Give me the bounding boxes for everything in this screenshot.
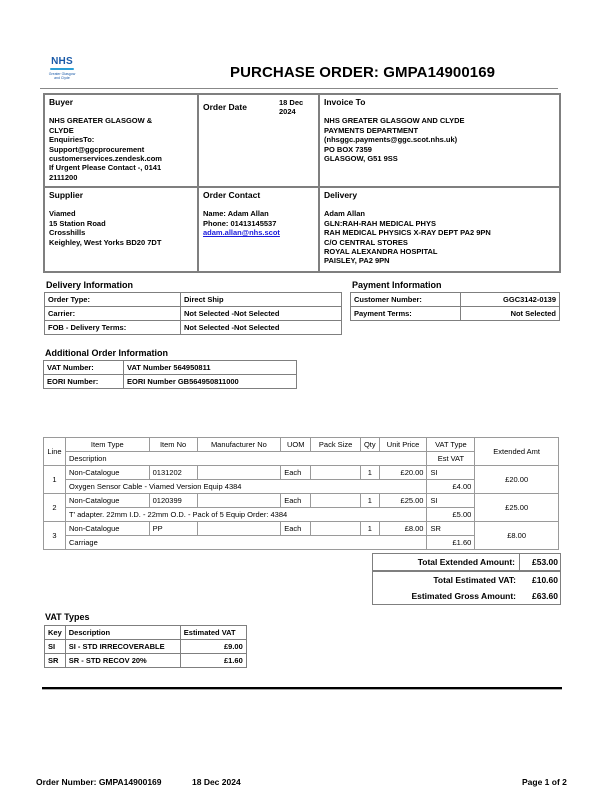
vat-types-table bbox=[44, 625, 247, 668]
est-vat: £5.00 bbox=[427, 508, 475, 522]
order-date-heading: Order Date bbox=[203, 102, 247, 112]
delivery-info-value: Not Selected -Not Selected bbox=[181, 321, 342, 335]
additional-info-label: EORI Number: bbox=[44, 375, 124, 389]
delivery-info-label: FOB - Delivery Terms: bbox=[45, 321, 181, 335]
header-manufacturer-no: Manufacturer No bbox=[197, 438, 281, 452]
delivery-line: ROYAL ALEXANDRA HOSPITAL bbox=[324, 247, 438, 257]
supplier-line: Crosshills bbox=[49, 228, 86, 238]
order-contact-cell bbox=[198, 187, 319, 272]
table-row bbox=[45, 640, 247, 654]
header-uom: UOM bbox=[281, 438, 311, 452]
footer-order-number: Order Number: GMPA14900169 bbox=[36, 777, 162, 787]
buyer-line: customerservices.zendesk.com bbox=[49, 154, 162, 164]
table-row bbox=[45, 321, 342, 335]
address-grid bbox=[43, 93, 561, 273]
header-item-no: Item No bbox=[149, 438, 197, 452]
invoice-line: GLASGOW, G51 9SS bbox=[324, 154, 398, 164]
header-description: Description bbox=[65, 452, 427, 466]
uom: Each bbox=[281, 494, 311, 508]
gross-amount-value: £63.60 bbox=[532, 591, 558, 601]
vat-description: SR - STD RECOV 20% bbox=[65, 654, 180, 668]
table-row bbox=[45, 307, 342, 321]
pack-size bbox=[311, 522, 361, 536]
uom: Each bbox=[281, 466, 311, 480]
supplier-line: 15 Station Road bbox=[49, 218, 106, 228]
vat-header-key: Key bbox=[45, 626, 66, 640]
logo-wave-icon bbox=[50, 68, 74, 70]
table-row bbox=[44, 494, 559, 508]
uom: Each bbox=[281, 522, 311, 536]
line-items-table bbox=[43, 437, 559, 550]
buyer-heading: Buyer bbox=[49, 97, 74, 107]
header-line: Line bbox=[44, 438, 66, 466]
qty: 1 bbox=[360, 466, 379, 480]
supplier-heading: Supplier bbox=[49, 190, 84, 200]
delivery-info-label: Order Type: bbox=[45, 293, 181, 307]
logo-subtitle-1: Greater Glasgow bbox=[48, 72, 76, 76]
footer-date: 18 Dec 2024 bbox=[192, 777, 241, 787]
vat-type: SI bbox=[427, 466, 475, 480]
contact-name: Name: Adam Allan bbox=[203, 209, 269, 219]
supplier-line: Viamed bbox=[49, 209, 76, 219]
vat-types-title: VAT Types bbox=[45, 612, 90, 622]
item-no: 0131202 bbox=[149, 466, 197, 480]
contact-phone: Phone: 01413145537 bbox=[203, 218, 277, 228]
footer-page-number: Page 1 of 2 bbox=[522, 777, 567, 787]
vat-description: SI - STD IRRECOVERABLE bbox=[65, 640, 180, 654]
table-header-row bbox=[45, 626, 247, 640]
gross-amount-label: Estimated Gross Amount: bbox=[411, 591, 516, 601]
item-no: 0120399 bbox=[149, 494, 197, 508]
table-header-row bbox=[44, 438, 559, 452]
table-row bbox=[45, 293, 342, 307]
extended-amt: £20.00 bbox=[475, 466, 559, 494]
item-no: PP bbox=[149, 522, 197, 536]
table-row bbox=[45, 654, 247, 668]
qty: 1 bbox=[360, 522, 379, 536]
vat-header-estimated: Estimated VAT bbox=[180, 626, 246, 640]
vat-estimated: £9.00 bbox=[180, 640, 246, 654]
delivery-info-value: Direct Ship bbox=[181, 293, 342, 307]
order-date-line-2: 2024 bbox=[279, 107, 296, 117]
header-est-vat: Est VAT bbox=[427, 452, 475, 466]
buyer-line: Support@ggcprocurement bbox=[49, 144, 145, 154]
supplier-line: Keighley, West Yorks BD20 7DT bbox=[49, 237, 162, 247]
totals-box bbox=[372, 553, 561, 605]
additional-info-label: VAT Number: bbox=[44, 361, 124, 375]
delivery-info-table bbox=[44, 292, 342, 335]
manufacturer-no bbox=[197, 522, 281, 536]
buyer-line: NHS GREATER GLASGOW & bbox=[49, 116, 153, 126]
manufacturer-no bbox=[197, 466, 281, 480]
pack-size bbox=[311, 494, 361, 508]
order-contact-heading: Order Contact bbox=[203, 190, 261, 200]
item-type: Non-Catalogue bbox=[65, 466, 149, 480]
order-date-cell bbox=[198, 94, 319, 187]
total-vat-value: £10.60 bbox=[532, 575, 558, 585]
payment-info-label: Customer Number: bbox=[351, 293, 461, 307]
payment-info-table bbox=[350, 292, 560, 321]
extended-amt: £25.00 bbox=[475, 494, 559, 522]
vat-header-description: Description bbox=[65, 626, 180, 640]
unit-price: £25.00 bbox=[379, 494, 427, 508]
delivery-line: Adam Allan bbox=[324, 209, 365, 219]
header-extended-amt: Extended Amt bbox=[475, 438, 559, 466]
invoice-line: PAYMENTS DEPARTMENT bbox=[324, 125, 419, 135]
extended-amt: £8.00 bbox=[475, 522, 559, 550]
invoice-line: PO BOX 7359 bbox=[324, 144, 372, 154]
table-row bbox=[351, 307, 560, 321]
buyer-line: 2111200 bbox=[49, 172, 78, 182]
table-row bbox=[44, 466, 559, 480]
invoice-to-cell bbox=[319, 94, 560, 187]
payment-info-value: Not Selected bbox=[461, 307, 560, 321]
header-unit-price: Unit Price bbox=[379, 438, 427, 452]
unit-price: £20.00 bbox=[379, 466, 427, 480]
vat-key: SR bbox=[45, 654, 66, 668]
gross-amount-row bbox=[373, 588, 560, 604]
order-date-line-1: 18 Dec bbox=[279, 98, 304, 107]
additional-info-table bbox=[43, 360, 297, 389]
page-title: PURCHASE ORDER: GMPA14900169 bbox=[230, 64, 496, 81]
buyer-line: CLYDE bbox=[49, 125, 74, 135]
additional-info-title: Additional Order Information bbox=[45, 348, 168, 358]
line-number: 1 bbox=[44, 466, 66, 494]
order-date-value bbox=[279, 98, 303, 117]
vat-estimated: £1.60 bbox=[180, 654, 246, 668]
line-number: 2 bbox=[44, 494, 66, 522]
delivery-cell bbox=[319, 187, 560, 272]
additional-info-value: EORI Number GB564950811000 bbox=[124, 375, 297, 389]
invoice-line: NHS GREATER GLASGOW AND CLYDE bbox=[324, 116, 465, 126]
description: Carriage bbox=[65, 536, 427, 550]
description: T' adapter. 22mm I.D. - 22mm O.D. - Pack of 5 Equip Order: 4384 bbox=[65, 508, 427, 522]
logo-subtitle-2: and Clyde bbox=[54, 76, 70, 80]
buyer-line: If Urgent Please Contact -, 0141 bbox=[49, 163, 162, 173]
total-extended-label: Total Extended Amount: bbox=[417, 557, 515, 567]
total-vat-label: Total Estimated VAT: bbox=[433, 575, 516, 585]
delivery-heading: Delivery bbox=[324, 190, 358, 200]
item-type: Non-Catalogue bbox=[65, 494, 149, 508]
pack-size bbox=[311, 466, 361, 480]
delivery-info-value: Not Selected -Not Selected bbox=[181, 307, 342, 321]
header-pack-size: Pack Size bbox=[311, 438, 361, 452]
header-vat-type: VAT Type bbox=[427, 438, 475, 452]
payment-info-value: GGC3142-0139 bbox=[461, 293, 560, 307]
supplier-cell bbox=[44, 187, 198, 272]
delivery-line: PAISLEY, PA2 9PN bbox=[324, 256, 390, 266]
payment-info-title: Payment Information bbox=[352, 280, 442, 290]
total-extended-row bbox=[373, 554, 560, 572]
additional-info-value: VAT Number 564950811 bbox=[124, 361, 297, 375]
item-type: Non-Catalogue bbox=[65, 522, 149, 536]
table-row bbox=[44, 375, 297, 389]
delivery-line: RAH MEDICAL PHYSICS X-RAY DEPT PA2 9PN bbox=[324, 228, 491, 238]
vat-key: SI bbox=[45, 640, 66, 654]
total-extended-value: £53.00 bbox=[519, 554, 560, 570]
table-row bbox=[351, 293, 560, 307]
nhs-logo bbox=[44, 56, 80, 86]
qty: 1 bbox=[360, 494, 379, 508]
est-vat: £1.60 bbox=[427, 536, 475, 550]
invoice-to-heading: Invoice To bbox=[324, 97, 366, 107]
buyer-line: EnquiriesTo: bbox=[49, 135, 95, 145]
vat-type: SI bbox=[427, 494, 475, 508]
payment-info-label: Payment Terms: bbox=[351, 307, 461, 321]
bottom-divider bbox=[42, 687, 562, 690]
table-row bbox=[44, 361, 297, 375]
header-qty: Qty bbox=[360, 438, 379, 452]
vat-type: SR bbox=[427, 522, 475, 536]
delivery-line: GLN:RAH-RAH MEDICAL PHYS bbox=[324, 218, 436, 228]
line-number: 3 bbox=[44, 522, 66, 550]
header-item-type: Item Type bbox=[65, 438, 149, 452]
delivery-info-title: Delivery Information bbox=[46, 280, 134, 290]
contact-email-link[interactable]: adam.allan@nhs.scot bbox=[203, 228, 280, 238]
buyer-cell bbox=[44, 94, 198, 187]
header-divider bbox=[40, 88, 558, 89]
delivery-info-label: Carrier: bbox=[45, 307, 181, 321]
table-row bbox=[44, 522, 559, 536]
est-vat: £4.00 bbox=[427, 480, 475, 494]
total-vat-row bbox=[373, 572, 560, 588]
delivery-line: C/O CENTRAL STORES bbox=[324, 237, 408, 247]
manufacturer-no bbox=[197, 494, 281, 508]
logo-brand: NHS bbox=[51, 56, 73, 67]
unit-price: £8.00 bbox=[379, 522, 427, 536]
invoice-line: (nhsggc.payments@ggc.scot.nhs.uk) bbox=[324, 135, 458, 145]
description: Oxygen Sensor Cable - Viamed Version Equip 4384 bbox=[65, 480, 427, 494]
